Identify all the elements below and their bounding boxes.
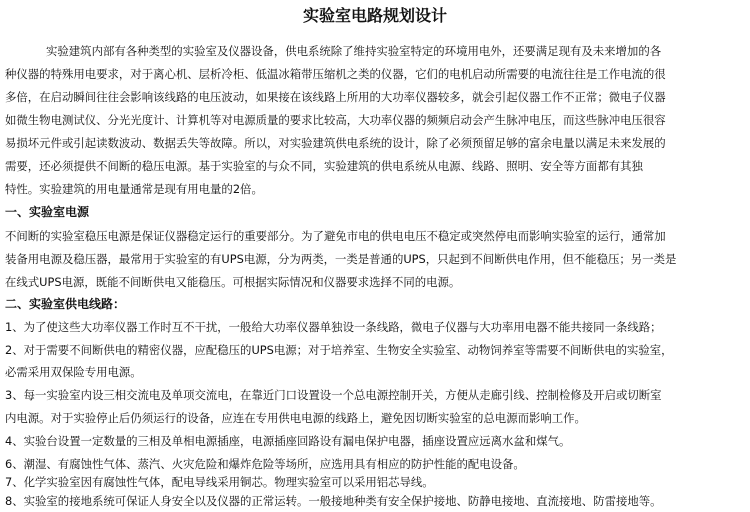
section1-line: 装备用电源及稳压器，最常用于实验室的有UPS电源，分为两类，一类是普通的UPS，只起到不间断供电作用，但不能稳压；另一类是 <box>5 252 677 266</box>
section2-line: 必需采用双保险专用电源。 <box>5 365 142 379</box>
section1-line: 不间断的实验室稳压电源是保证仪器稳定运行的重要部分。为了避免市电的供电电压不稳定或突然停电而影响实验室的运行，通常加 <box>5 229 666 243</box>
intro-line: 易损坏元件或引起读数波动、数据丢失等故障。所以，对实验建筑供电系统的设计，除了必须预留足够的富余电量以满足未来发展的 <box>5 136 666 150</box>
section2-line: 3、每一实验室内设三相交流电及单项交流电，在靠近门口设置设一个总电源控制开关，方便从走廊引线、控制检修及开启或切断室 <box>5 388 662 402</box>
section2-line: 7、化学实验室因有腐蚀性气体，配电导线采用铜芯。物理实验室可以采用铝芯导线。 <box>5 475 434 489</box>
section2-line: 内电源。对于实验停止后仍须运行的设备，应连在专用供电电源的线路上，避免因切断实验室的总电源而影响工作。 <box>5 411 586 425</box>
section2-line: 6、潮湿、有腐蚀性气体、蒸汽、火灾危险和爆炸危险等场所，应选用具有相应的防护性能的配电设备。 <box>5 457 525 471</box>
section2-line: 2、对于需要不间断供电的精密仪器，应配稳压的UPS电源；对于培养室、生物安全实验室、动物饲养室等需要不间断供电的实验室， <box>5 343 673 357</box>
intro-line: 特性。实验建筑的用电量通常是现有用电量的2倍。 <box>5 182 263 196</box>
intro-line: 多倍，在启动瞬间往往会影响该线路的电压波动，如果接在该线路上所用的大功率仪器较多，就会引起仪器工作不正常；微电子仪器 <box>5 90 666 104</box>
section-heading-power-supply: 一、实验室电源 <box>5 205 90 219</box>
section2-line: 8、实验室的接地系统可保证人身安全以及仪器的正常运转。一般接地种类有安全保护接地、防静电接地、直流接地、防雷接地等。 <box>5 494 662 508</box>
section-heading-power-lines: 二、实验室供电线路： <box>5 297 126 311</box>
section2-line: 1、为了使这些大功率仪器工作时互不干扰，一般给大功率仪器单独设一条线路，微电子仪器与大功率用电器不能共接同一条线路； <box>5 320 662 334</box>
section2-line: 4、实验台设置一定数量的三相及单相电源插座，电源插座回路设有漏电保护电器，插座设置应远离水盆和煤气。 <box>5 434 571 448</box>
intro-line: 实验建筑内部有各种类型的实验室及仪器设备，供电系统除了维持实验室特定的环境用电外，还要满足现有及未来增加的各 <box>46 44 662 58</box>
document-title: 实验室电路规划设计 <box>302 6 447 25</box>
intro-line: 需要，还必须提供不间断的稳压电源。基于实验室的与众不同，实验建筑的供电系统从电源、线路、照明、安全等方面都有其独 <box>5 159 643 173</box>
intro-line: 种仪器的特殊用电要求，对于离心机、层析冷柜、低温冰箱带压缩机之类的仪器，它们的电机启动所需要的电流往往是工作电流的很 <box>5 67 666 81</box>
section1-line: 在线式UPS电源，既能不间断供电又能稳压。可根据实际情况和仪器要求选择不同的电源。 <box>5 275 461 289</box>
intro-line: 如微生物电测试仪、分光光度计、计算机等对电源质量的要求比较高，大功率仪器的频频启动会产生脉冲电压，而这些脉冲电压很容 <box>5 113 666 127</box>
